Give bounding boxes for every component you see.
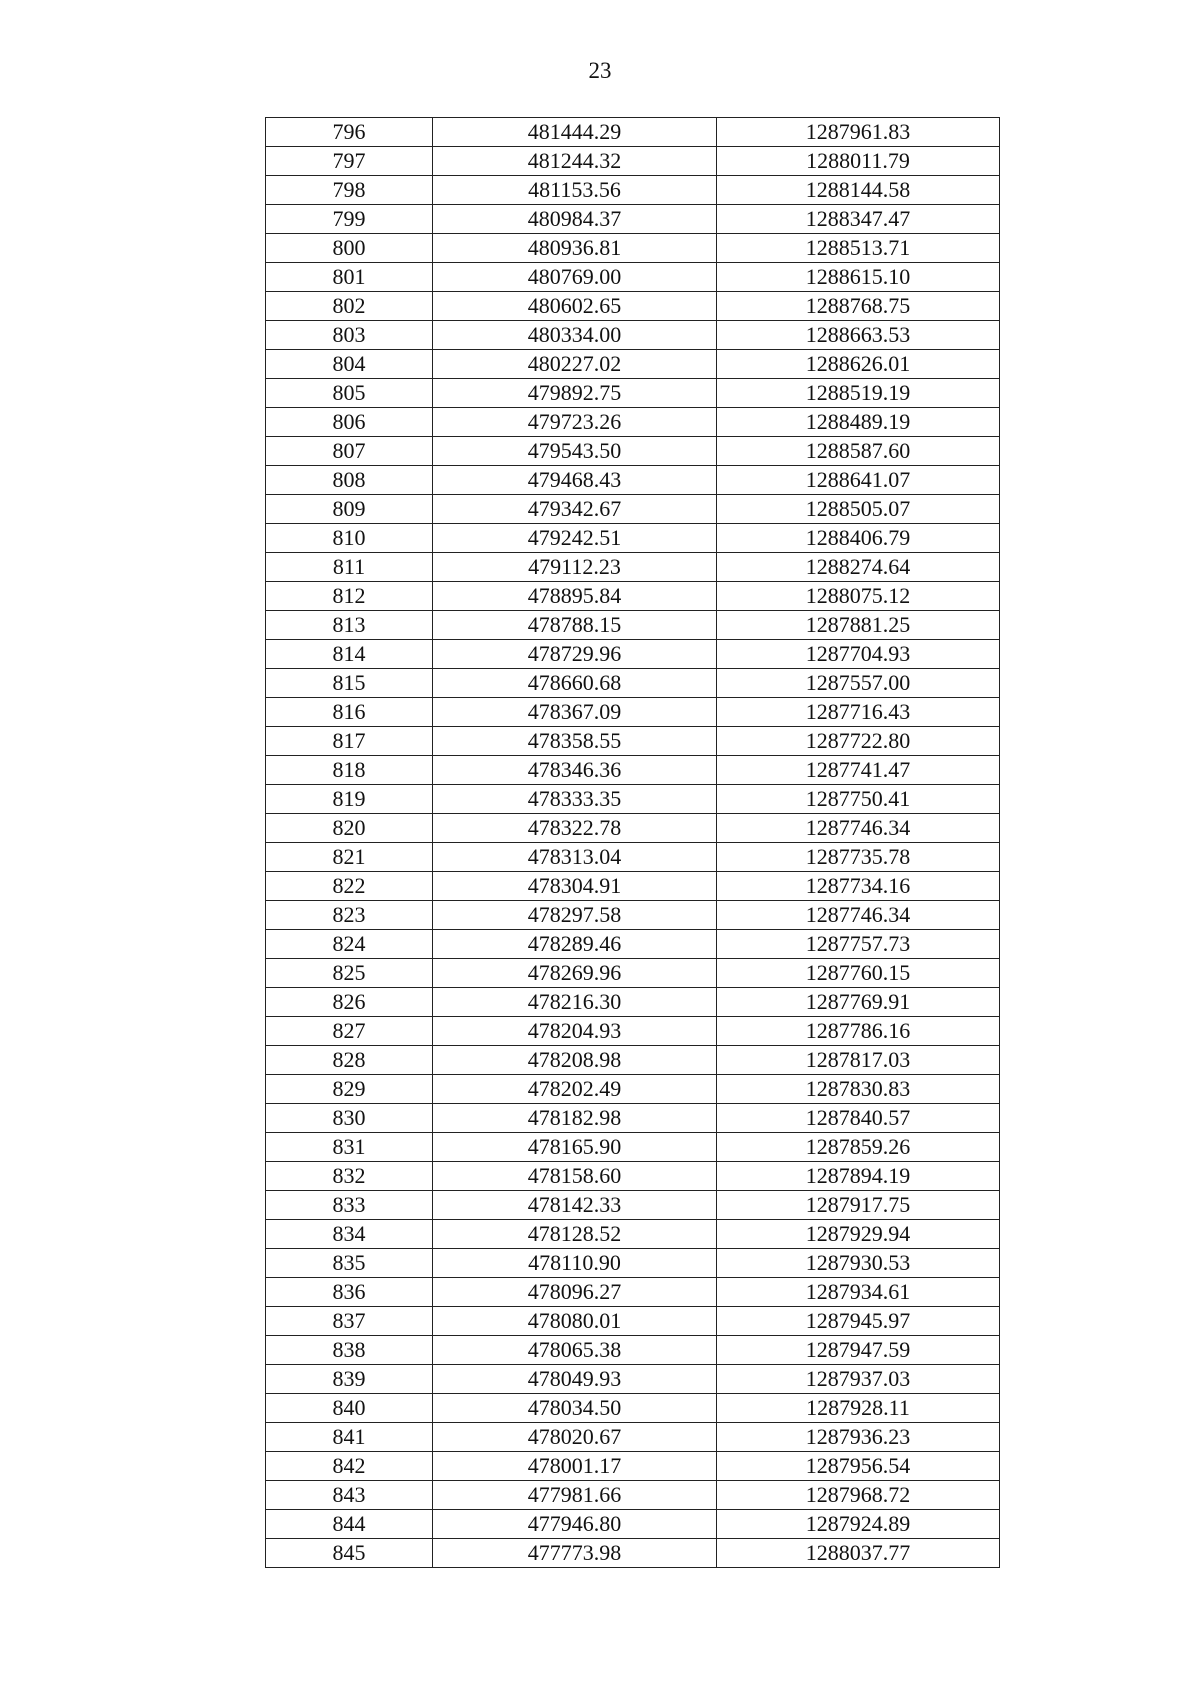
x-coordinate-cell: 478080.01: [433, 1307, 717, 1336]
table-row: [266, 785, 1000, 814]
x-coordinate-cell: 478049.93: [433, 1365, 717, 1394]
x-coordinate-cell: 479342.67: [433, 495, 717, 524]
y-coordinate-cell: 1288347.47: [717, 205, 1000, 234]
y-coordinate-cell: 1288615.10: [717, 263, 1000, 292]
point-number-cell: 807: [266, 437, 433, 466]
x-coordinate-cell: 478065.38: [433, 1336, 717, 1365]
y-coordinate-cell: 1288274.64: [717, 553, 1000, 582]
y-coordinate-cell: 1288489.19: [717, 408, 1000, 437]
coordinates-table: [265, 117, 1000, 1568]
point-number-cell: 832: [266, 1162, 433, 1191]
y-coordinate-cell: 1288587.60: [717, 437, 1000, 466]
table-row: [266, 640, 1000, 669]
point-number-cell: 837: [266, 1307, 433, 1336]
point-number-cell: 823: [266, 901, 433, 930]
x-coordinate-cell: 480769.00: [433, 263, 717, 292]
point-number-cell: 813: [266, 611, 433, 640]
table-row: [266, 814, 1000, 843]
y-coordinate-cell: 1287746.34: [717, 901, 1000, 930]
table-row: [266, 408, 1000, 437]
table-row: [266, 1510, 1000, 1539]
x-coordinate-cell: 481444.29: [433, 118, 717, 147]
y-coordinate-cell: 1287741.47: [717, 756, 1000, 785]
y-coordinate-cell: 1287735.78: [717, 843, 1000, 872]
point-number-cell: 806: [266, 408, 433, 437]
table-row: [266, 437, 1000, 466]
table-row: [266, 1075, 1000, 1104]
y-coordinate-cell: 1287704.93: [717, 640, 1000, 669]
point-number-cell: 810: [266, 524, 433, 553]
y-coordinate-cell: 1287750.41: [717, 785, 1000, 814]
point-number-cell: 835: [266, 1249, 433, 1278]
point-number-cell: 814: [266, 640, 433, 669]
y-coordinate-cell: 1288768.75: [717, 292, 1000, 321]
point-number-cell: 845: [266, 1539, 433, 1568]
y-coordinate-cell: 1287786.16: [717, 1017, 1000, 1046]
point-number-cell: 804: [266, 350, 433, 379]
point-number-cell: 819: [266, 785, 433, 814]
point-number-cell: 822: [266, 872, 433, 901]
table-row: [266, 1191, 1000, 1220]
table-row: [266, 292, 1000, 321]
x-coordinate-cell: 478142.33: [433, 1191, 717, 1220]
table-row: [266, 727, 1000, 756]
y-coordinate-cell: 1288144.58: [717, 176, 1000, 205]
x-coordinate-cell: 478289.46: [433, 930, 717, 959]
x-coordinate-cell: 479468.43: [433, 466, 717, 495]
table-row: [266, 321, 1000, 350]
x-coordinate-cell: 479723.26: [433, 408, 717, 437]
x-coordinate-cell: 478367.09: [433, 698, 717, 727]
point-number-cell: 844: [266, 1510, 433, 1539]
y-coordinate-cell: 1287881.25: [717, 611, 1000, 640]
point-number-cell: 827: [266, 1017, 433, 1046]
point-number-cell: 801: [266, 263, 433, 292]
y-coordinate-cell: 1287722.80: [717, 727, 1000, 756]
x-coordinate-cell: 480984.37: [433, 205, 717, 234]
x-coordinate-cell: 478333.35: [433, 785, 717, 814]
point-number-cell: 831: [266, 1133, 433, 1162]
x-coordinate-cell: 478001.17: [433, 1452, 717, 1481]
y-coordinate-cell: 1287894.19: [717, 1162, 1000, 1191]
point-number-cell: 803: [266, 321, 433, 350]
x-coordinate-cell: 478158.60: [433, 1162, 717, 1191]
x-coordinate-cell: 479543.50: [433, 437, 717, 466]
x-coordinate-cell: 481153.56: [433, 176, 717, 205]
x-coordinate-cell: 477981.66: [433, 1481, 717, 1510]
y-coordinate-cell: 1287934.61: [717, 1278, 1000, 1307]
y-coordinate-cell: 1287716.43: [717, 698, 1000, 727]
point-number-cell: 802: [266, 292, 433, 321]
point-number-cell: 825: [266, 959, 433, 988]
table-row: [266, 205, 1000, 234]
x-coordinate-cell: 478269.96: [433, 959, 717, 988]
point-number-cell: 828: [266, 1046, 433, 1075]
point-number-cell: 829: [266, 1075, 433, 1104]
point-number-cell: 839: [266, 1365, 433, 1394]
point-number-cell: 816: [266, 698, 433, 727]
y-coordinate-cell: 1288037.77: [717, 1539, 1000, 1568]
y-coordinate-cell: 1287757.73: [717, 930, 1000, 959]
table-row: [266, 582, 1000, 611]
x-coordinate-cell: 478202.49: [433, 1075, 717, 1104]
table-row: [266, 234, 1000, 263]
x-coordinate-cell: 480936.81: [433, 234, 717, 263]
y-coordinate-cell: 1287769.91: [717, 988, 1000, 1017]
table-row: [266, 930, 1000, 959]
point-number-cell: 834: [266, 1220, 433, 1249]
x-coordinate-cell: 479892.75: [433, 379, 717, 408]
x-coordinate-cell: 478313.04: [433, 843, 717, 872]
x-coordinate-cell: 478895.84: [433, 582, 717, 611]
point-number-cell: 842: [266, 1452, 433, 1481]
y-coordinate-cell: 1288626.01: [717, 350, 1000, 379]
y-coordinate-cell: 1287936.23: [717, 1423, 1000, 1452]
coordinates-table-body: [266, 118, 1000, 1568]
table-row: [266, 1365, 1000, 1394]
table-row: [266, 1452, 1000, 1481]
x-coordinate-cell: 478346.36: [433, 756, 717, 785]
y-coordinate-cell: 1287947.59: [717, 1336, 1000, 1365]
point-number-cell: 843: [266, 1481, 433, 1510]
table-row: [266, 1539, 1000, 1568]
table-row: [266, 1104, 1000, 1133]
x-coordinate-cell: 481244.32: [433, 147, 717, 176]
y-coordinate-cell: 1288513.71: [717, 234, 1000, 263]
table-row: [266, 1336, 1000, 1365]
table-row: [266, 959, 1000, 988]
table-row: [266, 1133, 1000, 1162]
x-coordinate-cell: 478096.27: [433, 1278, 717, 1307]
x-coordinate-cell: 478358.55: [433, 727, 717, 756]
x-coordinate-cell: 478204.93: [433, 1017, 717, 1046]
x-coordinate-cell: 480602.65: [433, 292, 717, 321]
y-coordinate-cell: 1287924.89: [717, 1510, 1000, 1539]
table-row: [266, 176, 1000, 205]
point-number-cell: 840: [266, 1394, 433, 1423]
y-coordinate-cell: 1288075.12: [717, 582, 1000, 611]
y-coordinate-cell: 1287734.16: [717, 872, 1000, 901]
point-number-cell: 820: [266, 814, 433, 843]
x-coordinate-cell: 478660.68: [433, 669, 717, 698]
point-number-cell: 818: [266, 756, 433, 785]
table-row: [266, 872, 1000, 901]
point-number-cell: 799: [266, 205, 433, 234]
y-coordinate-cell: 1288505.07: [717, 495, 1000, 524]
table-row: [266, 466, 1000, 495]
x-coordinate-cell: 478020.67: [433, 1423, 717, 1452]
x-coordinate-cell: 478165.90: [433, 1133, 717, 1162]
point-number-cell: 821: [266, 843, 433, 872]
table-row: [266, 1423, 1000, 1452]
y-coordinate-cell: 1287859.26: [717, 1133, 1000, 1162]
table-row: [266, 1249, 1000, 1278]
point-number-cell: 809: [266, 495, 433, 524]
point-number-cell: 812: [266, 582, 433, 611]
y-coordinate-cell: 1288641.07: [717, 466, 1000, 495]
x-coordinate-cell: 480227.02: [433, 350, 717, 379]
table-row: [266, 147, 1000, 176]
x-coordinate-cell: 478304.91: [433, 872, 717, 901]
table-row: [266, 379, 1000, 408]
x-coordinate-cell: 478216.30: [433, 988, 717, 1017]
y-coordinate-cell: 1287817.03: [717, 1046, 1000, 1075]
x-coordinate-cell: 478208.98: [433, 1046, 717, 1075]
point-number-cell: 805: [266, 379, 433, 408]
table-row: [266, 669, 1000, 698]
y-coordinate-cell: 1288011.79: [717, 147, 1000, 176]
point-number-cell: 836: [266, 1278, 433, 1307]
point-number-cell: 800: [266, 234, 433, 263]
page-number: 23: [588, 58, 612, 83]
x-coordinate-cell: 478128.52: [433, 1220, 717, 1249]
point-number-cell: 796: [266, 118, 433, 147]
x-coordinate-cell: 478322.78: [433, 814, 717, 843]
y-coordinate-cell: 1287930.53: [717, 1249, 1000, 1278]
point-number-cell: 826: [266, 988, 433, 1017]
table-row: [266, 350, 1000, 379]
point-number-cell: 811: [266, 553, 433, 582]
x-coordinate-cell: 478729.96: [433, 640, 717, 669]
y-coordinate-cell: 1288519.19: [717, 379, 1000, 408]
point-number-cell: 833: [266, 1191, 433, 1220]
table-row: [266, 1017, 1000, 1046]
y-coordinate-cell: 1287968.72: [717, 1481, 1000, 1510]
y-coordinate-cell: 1287746.34: [717, 814, 1000, 843]
x-coordinate-cell: 478297.58: [433, 901, 717, 930]
table-row: [266, 495, 1000, 524]
point-number-cell: 817: [266, 727, 433, 756]
table-row: [266, 1481, 1000, 1510]
table-row: [266, 263, 1000, 292]
table-row: [266, 843, 1000, 872]
x-coordinate-cell: 479112.23: [433, 553, 717, 582]
y-coordinate-cell: 1287760.15: [717, 959, 1000, 988]
y-coordinate-cell: 1288406.79: [717, 524, 1000, 553]
table-row: [266, 901, 1000, 930]
point-number-cell: 798: [266, 176, 433, 205]
x-coordinate-cell: 478034.50: [433, 1394, 717, 1423]
y-coordinate-cell: 1287917.75: [717, 1191, 1000, 1220]
y-coordinate-cell: 1287956.54: [717, 1452, 1000, 1481]
x-coordinate-cell: 477946.80: [433, 1510, 717, 1539]
table-row: [266, 1394, 1000, 1423]
point-number-cell: 808: [266, 466, 433, 495]
x-coordinate-cell: 480334.00: [433, 321, 717, 350]
table-row: [266, 698, 1000, 727]
table-row: [266, 524, 1000, 553]
y-coordinate-cell: 1287961.83: [717, 118, 1000, 147]
y-coordinate-cell: 1288663.53: [717, 321, 1000, 350]
table-row: [266, 1046, 1000, 1075]
y-coordinate-cell: 1287830.83: [717, 1075, 1000, 1104]
x-coordinate-cell: 479242.51: [433, 524, 717, 553]
table-row: [266, 118, 1000, 147]
point-number-cell: 797: [266, 147, 433, 176]
table-row: [266, 1220, 1000, 1249]
table-row: [266, 553, 1000, 582]
y-coordinate-cell: 1287937.03: [717, 1365, 1000, 1394]
x-coordinate-cell: 477773.98: [433, 1539, 717, 1568]
point-number-cell: 841: [266, 1423, 433, 1452]
y-coordinate-cell: 1287840.57: [717, 1104, 1000, 1133]
point-number-cell: 830: [266, 1104, 433, 1133]
table-row: [266, 1278, 1000, 1307]
x-coordinate-cell: 478182.98: [433, 1104, 717, 1133]
table-row: [266, 611, 1000, 640]
table-row: [266, 756, 1000, 785]
y-coordinate-cell: 1287928.11: [717, 1394, 1000, 1423]
x-coordinate-cell: 478788.15: [433, 611, 717, 640]
y-coordinate-cell: 1287945.97: [717, 1307, 1000, 1336]
point-number-cell: 824: [266, 930, 433, 959]
table-row: [266, 1307, 1000, 1336]
table-row: [266, 988, 1000, 1017]
x-coordinate-cell: 478110.90: [433, 1249, 717, 1278]
y-coordinate-cell: 1287557.00: [717, 669, 1000, 698]
y-coordinate-cell: 1287929.94: [717, 1220, 1000, 1249]
point-number-cell: 838: [266, 1336, 433, 1365]
point-number-cell: 815: [266, 669, 433, 698]
table-row: [266, 1162, 1000, 1191]
